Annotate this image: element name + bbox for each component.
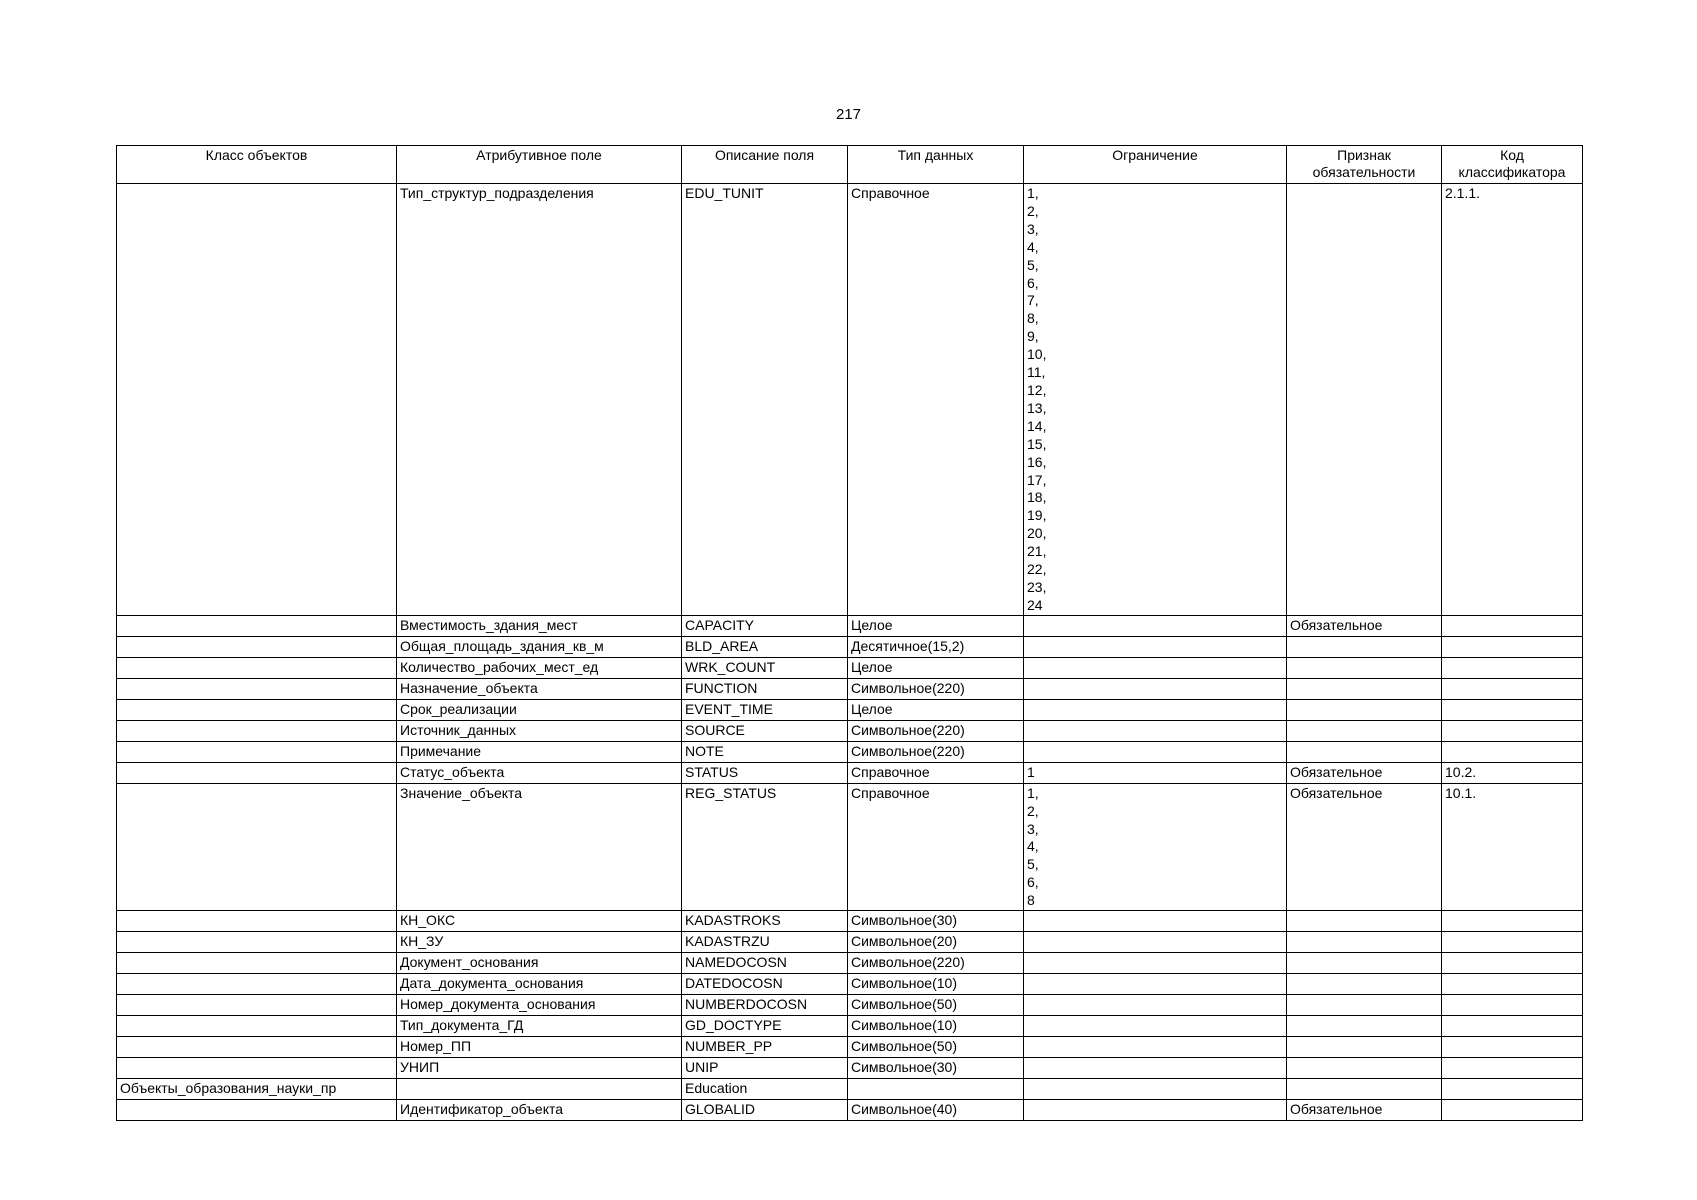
cell-object-class bbox=[117, 974, 397, 995]
cell-constraint bbox=[1024, 1058, 1287, 1079]
table-row bbox=[117, 615, 1583, 636]
cell-constraint bbox=[1024, 1100, 1287, 1121]
cell-classifier-code bbox=[1442, 1100, 1583, 1121]
cell-attribute-field: Дата_документа_основания bbox=[397, 974, 682, 995]
cell-mandatory-flag bbox=[1287, 184, 1442, 616]
table-row bbox=[117, 636, 1583, 657]
cell-classifier-code: 2.1.1. bbox=[1442, 184, 1583, 616]
header-classifier-code: Код классификатора bbox=[1442, 146, 1583, 184]
cell-classifier-code bbox=[1442, 636, 1583, 657]
cell-attribute-field: Общая_площадь_здания_кв_м bbox=[397, 636, 682, 657]
cell-field-description: WRK_COUNT bbox=[682, 657, 848, 678]
cell-field-description: REG_STATUS bbox=[682, 783, 848, 910]
table-row bbox=[117, 1100, 1583, 1121]
cell-constraint bbox=[1024, 911, 1287, 932]
cell-attribute-field bbox=[397, 1079, 682, 1100]
cell-classifier-code bbox=[1442, 911, 1583, 932]
cell-field-description: NUMBERDOCOSN bbox=[682, 995, 848, 1016]
cell-attribute-field: КН_ЗУ bbox=[397, 932, 682, 953]
cell-object-class: Объекты_образования_науки_пр bbox=[117, 1079, 397, 1100]
cell-object-class bbox=[117, 1058, 397, 1079]
cell-field-description: NUMBER_PP bbox=[682, 1037, 848, 1058]
cell-object-class bbox=[117, 783, 397, 910]
table-row bbox=[117, 932, 1583, 953]
cell-attribute-field: Вместимость_здания_мест bbox=[397, 615, 682, 636]
table-row bbox=[117, 741, 1583, 762]
cell-classifier-code bbox=[1442, 1016, 1583, 1037]
cell-constraint bbox=[1024, 741, 1287, 762]
cell-mandatory-flag bbox=[1287, 1037, 1442, 1058]
header-attribute-field: Атрибутивное поле bbox=[397, 146, 682, 184]
cell-object-class bbox=[117, 995, 397, 1016]
cell-mandatory-flag: Обязательное bbox=[1287, 1100, 1442, 1121]
cell-field-description: KADASTRZU bbox=[682, 932, 848, 953]
cell-field-description: GLOBALID bbox=[682, 1100, 848, 1121]
cell-data-type: Символьное(220) bbox=[848, 678, 1024, 699]
header-data-type: Тип данных bbox=[848, 146, 1024, 184]
cell-object-class bbox=[117, 1016, 397, 1037]
cell-mandatory-flag bbox=[1287, 1079, 1442, 1100]
cell-classifier-code bbox=[1442, 1079, 1583, 1100]
cell-mandatory-flag: Обязательное bbox=[1287, 762, 1442, 783]
cell-field-description: SOURCE bbox=[682, 720, 848, 741]
cell-object-class bbox=[117, 911, 397, 932]
cell-object-class bbox=[117, 1037, 397, 1058]
cell-data-type: Справочное bbox=[848, 762, 1024, 783]
header-object-class: Класс объектов bbox=[117, 146, 397, 184]
cell-field-description: NOTE bbox=[682, 741, 848, 762]
table-row bbox=[117, 974, 1583, 995]
cell-classifier-code: 10.2. bbox=[1442, 762, 1583, 783]
cell-data-type: Символьное(10) bbox=[848, 974, 1024, 995]
cell-object-class bbox=[117, 678, 397, 699]
cell-attribute-field: УНИП bbox=[397, 1058, 682, 1079]
header-mandatory-flag: Признак обязательности bbox=[1287, 146, 1442, 184]
table-row bbox=[117, 720, 1583, 741]
cell-object-class bbox=[117, 636, 397, 657]
attribute-table bbox=[116, 145, 1583, 1121]
cell-field-description: BLD_AREA bbox=[682, 636, 848, 657]
cell-constraint bbox=[1024, 678, 1287, 699]
cell-field-description: EVENT_TIME bbox=[682, 699, 848, 720]
cell-attribute-field: Тип_структур_подразделения bbox=[397, 184, 682, 616]
table-row bbox=[117, 1016, 1583, 1037]
cell-data-type: Десятичное(15,2) bbox=[848, 636, 1024, 657]
cell-field-description: UNIP bbox=[682, 1058, 848, 1079]
cell-object-class bbox=[117, 615, 397, 636]
cell-constraint bbox=[1024, 636, 1287, 657]
header-row bbox=[117, 146, 1583, 184]
cell-data-type: Символьное(40) bbox=[848, 1100, 1024, 1121]
cell-field-description: DATEDOCOSN bbox=[682, 974, 848, 995]
cell-attribute-field: Срок_реализации bbox=[397, 699, 682, 720]
cell-classifier-code bbox=[1442, 1058, 1583, 1079]
cell-data-type: Справочное bbox=[848, 184, 1024, 616]
table-row bbox=[117, 699, 1583, 720]
cell-object-class bbox=[117, 184, 397, 616]
cell-classifier-code: 10.1. bbox=[1442, 783, 1583, 910]
table-row bbox=[117, 657, 1583, 678]
cell-mandatory-flag: Обязательное bbox=[1287, 615, 1442, 636]
cell-constraint bbox=[1024, 1016, 1287, 1037]
cell-object-class bbox=[117, 953, 397, 974]
cell-field-description: NAMEDOCOSN bbox=[682, 953, 848, 974]
cell-data-type: Символьное(30) bbox=[848, 1058, 1024, 1079]
cell-mandatory-flag: Обязательное bbox=[1287, 783, 1442, 910]
cell-mandatory-flag bbox=[1287, 911, 1442, 932]
cell-field-description: GD_DOCTYPE bbox=[682, 1016, 848, 1037]
cell-data-type: Символьное(10) bbox=[848, 1016, 1024, 1037]
cell-attribute-field: Статус_объекта bbox=[397, 762, 682, 783]
cell-attribute-field: Документ_основания bbox=[397, 953, 682, 974]
cell-classifier-code bbox=[1442, 995, 1583, 1016]
cell-field-description: EDU_TUNIT bbox=[682, 184, 848, 616]
cell-mandatory-flag bbox=[1287, 720, 1442, 741]
cell-object-class bbox=[117, 741, 397, 762]
cell-data-type: Справочное bbox=[848, 783, 1024, 910]
cell-field-description: STATUS bbox=[682, 762, 848, 783]
cell-classifier-code bbox=[1442, 615, 1583, 636]
table-row bbox=[117, 783, 1583, 910]
cell-constraint bbox=[1024, 720, 1287, 741]
table-row bbox=[117, 953, 1583, 974]
cell-mandatory-flag bbox=[1287, 699, 1442, 720]
cell-classifier-code bbox=[1442, 720, 1583, 741]
cell-classifier-code bbox=[1442, 1037, 1583, 1058]
cell-data-type: Целое bbox=[848, 657, 1024, 678]
cell-classifier-code bbox=[1442, 974, 1583, 995]
cell-constraint bbox=[1024, 974, 1287, 995]
cell-mandatory-flag bbox=[1287, 678, 1442, 699]
cell-data-type: Символьное(220) bbox=[848, 953, 1024, 974]
cell-constraint bbox=[1024, 995, 1287, 1016]
cell-data-type: Целое bbox=[848, 699, 1024, 720]
cell-data-type bbox=[848, 1079, 1024, 1100]
cell-attribute-field: Номер_ПП bbox=[397, 1037, 682, 1058]
cell-attribute-field: Примечание bbox=[397, 741, 682, 762]
cell-field-description: CAPACITY bbox=[682, 615, 848, 636]
cell-mandatory-flag bbox=[1287, 974, 1442, 995]
cell-mandatory-flag bbox=[1287, 636, 1442, 657]
cell-constraint: 1 bbox=[1024, 762, 1287, 783]
page-number: 217 bbox=[835, 106, 862, 123]
cell-data-type: Символьное(30) bbox=[848, 911, 1024, 932]
cell-constraint: 1, 2, 3, 4, 5, 6, 7, 8, 9, 10, 11, 12, 13, 14, 15, 16, 17, 18, 19, 20, 21, 22, 23, 24 bbox=[1024, 184, 1287, 616]
cell-classifier-code bbox=[1442, 678, 1583, 699]
table-row bbox=[117, 678, 1583, 699]
cell-data-type: Символьное(220) bbox=[848, 741, 1024, 762]
cell-attribute-field: КН_ОКС bbox=[397, 911, 682, 932]
cell-mandatory-flag bbox=[1287, 1058, 1442, 1079]
cell-mandatory-flag bbox=[1287, 932, 1442, 953]
cell-constraint: 1, 2, 3, 4, 5, 6, 8 bbox=[1024, 783, 1287, 910]
cell-object-class bbox=[117, 762, 397, 783]
cell-attribute-field: Идентификатор_объекта bbox=[397, 1100, 682, 1121]
cell-mandatory-flag bbox=[1287, 995, 1442, 1016]
cell-data-type: Символьное(20) bbox=[848, 932, 1024, 953]
cell-data-type: Символьное(220) bbox=[848, 720, 1024, 741]
cell-object-class bbox=[117, 699, 397, 720]
table-row bbox=[117, 184, 1583, 616]
cell-attribute-field: Тип_документа_ГД bbox=[397, 1016, 682, 1037]
cell-constraint bbox=[1024, 1037, 1287, 1058]
cell-constraint bbox=[1024, 1079, 1287, 1100]
table-row bbox=[117, 995, 1583, 1016]
cell-attribute-field: Номер_документа_основания bbox=[397, 995, 682, 1016]
table-row bbox=[117, 1058, 1583, 1079]
cell-constraint bbox=[1024, 657, 1287, 678]
cell-mandatory-flag bbox=[1287, 953, 1442, 974]
cell-mandatory-flag bbox=[1287, 657, 1442, 678]
cell-data-type: Символьное(50) bbox=[848, 995, 1024, 1016]
cell-field-description: FUNCTION bbox=[682, 678, 848, 699]
cell-classifier-code bbox=[1442, 741, 1583, 762]
cell-field-description: KADASTROKS bbox=[682, 911, 848, 932]
table-row bbox=[117, 762, 1583, 783]
table-row bbox=[117, 911, 1583, 932]
table-row bbox=[117, 1037, 1583, 1058]
cell-object-class bbox=[117, 657, 397, 678]
cell-classifier-code bbox=[1442, 657, 1583, 678]
cell-constraint bbox=[1024, 699, 1287, 720]
cell-classifier-code bbox=[1442, 932, 1583, 953]
cell-attribute-field: Источник_данных bbox=[397, 720, 682, 741]
cell-constraint bbox=[1024, 615, 1287, 636]
cell-classifier-code bbox=[1442, 953, 1583, 974]
cell-classifier-code bbox=[1442, 699, 1583, 720]
cell-object-class bbox=[117, 932, 397, 953]
cell-constraint bbox=[1024, 953, 1287, 974]
cell-constraint bbox=[1024, 932, 1287, 953]
cell-object-class bbox=[117, 1100, 397, 1121]
cell-object-class bbox=[117, 720, 397, 741]
header-constraint: Ограничение bbox=[1024, 146, 1287, 184]
cell-mandatory-flag bbox=[1287, 1016, 1442, 1037]
cell-data-type: Символьное(50) bbox=[848, 1037, 1024, 1058]
cell-field-description: Education bbox=[682, 1079, 848, 1100]
cell-attribute-field: Назначение_объекта bbox=[397, 678, 682, 699]
header-field-description: Описание поля bbox=[682, 146, 848, 184]
cell-attribute-field: Значение_объекта bbox=[397, 783, 682, 910]
table-row bbox=[117, 1079, 1583, 1100]
cell-mandatory-flag bbox=[1287, 741, 1442, 762]
cell-data-type: Целое bbox=[848, 615, 1024, 636]
cell-attribute-field: Количество_рабочих_мест_ед bbox=[397, 657, 682, 678]
